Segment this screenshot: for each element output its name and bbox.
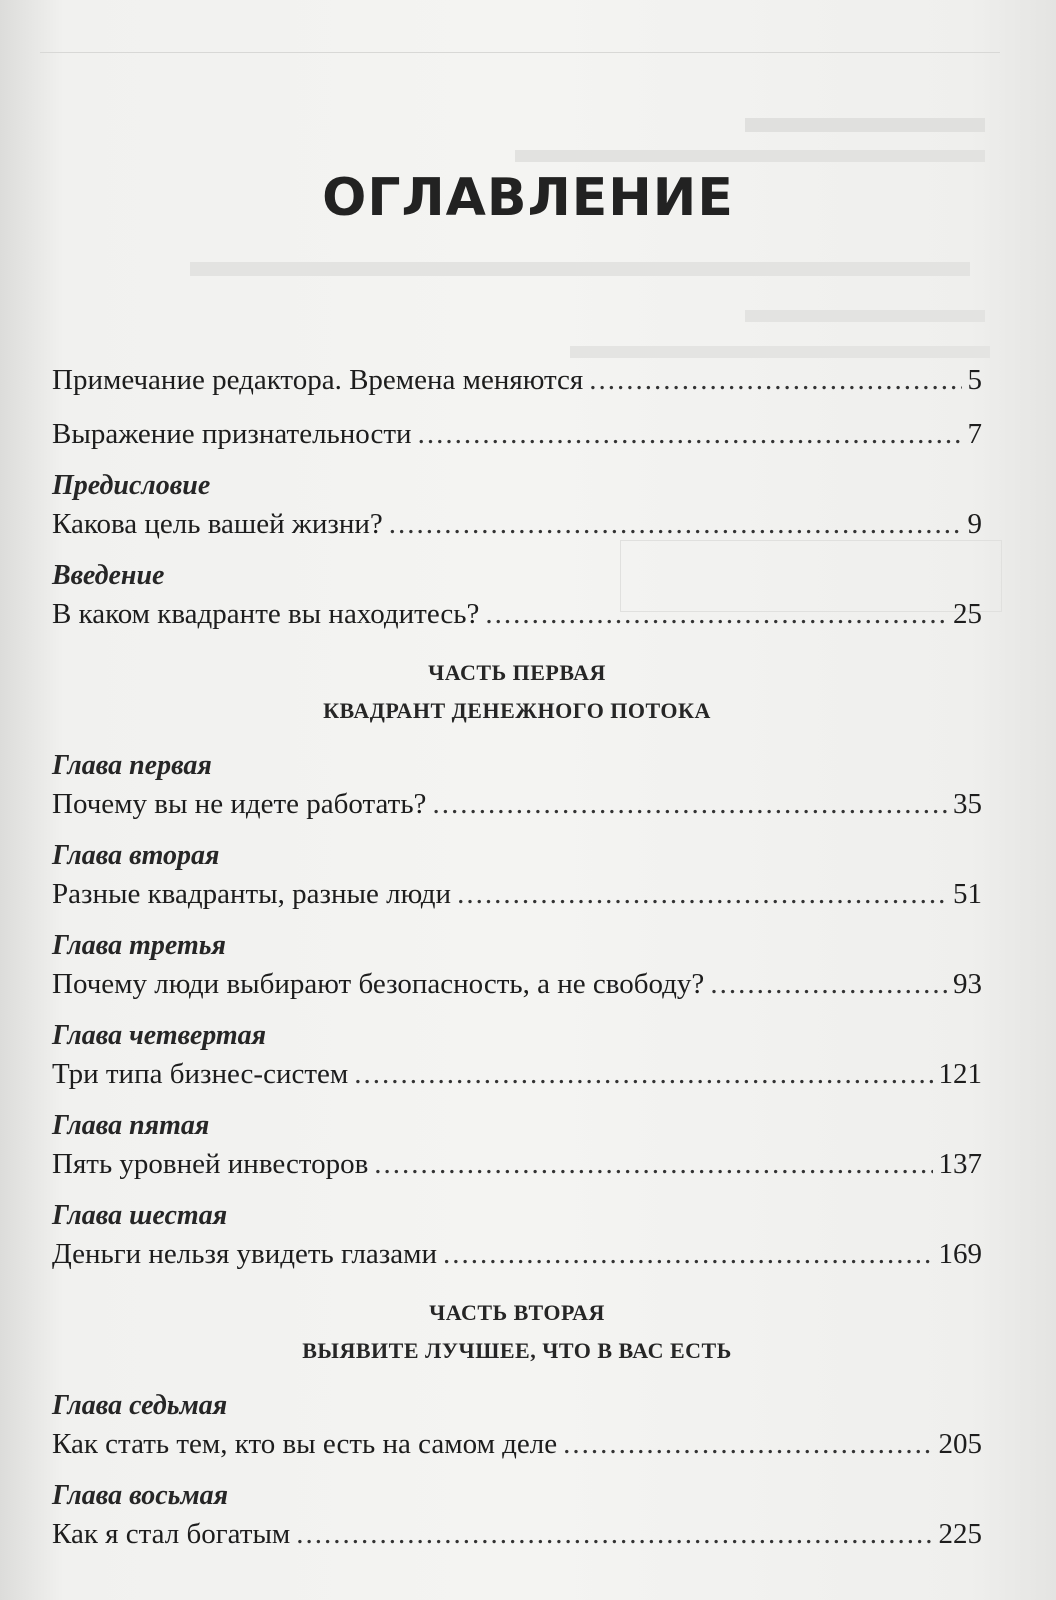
chapter-title: Пять уровней инвесторов	[52, 1148, 369, 1180]
dot-leader	[374, 1144, 932, 1184]
dot-leader	[418, 414, 962, 454]
chapter-label: Глава третья	[52, 930, 226, 961]
toc-entry-introduction	[52, 558, 982, 634]
toc-page-number: 25	[953, 598, 982, 630]
dot-leader	[296, 1514, 932, 1554]
toc-page-number: 9	[967, 508, 982, 540]
part-heading	[52, 654, 982, 730]
dot-leader	[389, 504, 962, 544]
part-title: КВАДРАНТ ДЕНЕЖНОГО ПОТОКА	[323, 698, 711, 723]
toc-entry-text: Выражение признательности	[52, 418, 412, 450]
dot-leader	[485, 594, 947, 634]
chapter-label: Глава пятая	[52, 1110, 210, 1141]
table-of-contents	[52, 360, 982, 1568]
bleed-through-block	[745, 118, 985, 132]
chapter-label: Глава первая	[52, 750, 212, 781]
toc-page-number: 121	[938, 1058, 982, 1090]
chapter-title: Как я стал богатым	[52, 1518, 291, 1550]
toc-page-number: 5	[967, 364, 982, 396]
dot-leader	[354, 1054, 932, 1094]
toc-entry-text: Примечание редактора. Времена меняются	[52, 364, 584, 396]
toc-page-number: 205	[938, 1428, 982, 1460]
toc-entry-editor-note	[52, 360, 982, 400]
part-label: ЧАСТЬ ПЕРВАЯ	[428, 660, 606, 685]
dot-leader	[563, 1424, 932, 1464]
toc-page-number: 169	[938, 1238, 982, 1270]
toc-chapter-entry	[52, 1478, 982, 1554]
toc-chapter-entry	[52, 1198, 982, 1274]
toc-chapter-entry	[52, 1108, 982, 1184]
bleed-through-rule	[40, 52, 1000, 53]
toc-page-number: 93	[953, 968, 982, 1000]
part-heading	[52, 1294, 982, 1370]
chapter-title: Разные квадранты, разные люди	[52, 878, 452, 910]
dot-leader	[443, 1234, 932, 1274]
toc-entry-preface	[52, 468, 982, 544]
dot-leader	[589, 360, 961, 400]
toc-page-number: 51	[953, 878, 982, 910]
dot-leader	[710, 964, 947, 1004]
chapter-title: Деньги нельзя увидеть глазами	[52, 1238, 438, 1270]
chapter-label: Глава восьмая	[52, 1480, 229, 1511]
chapter-title: Три типа бизнес-систем	[52, 1058, 349, 1090]
bleed-through-block	[570, 346, 990, 358]
dot-leader	[432, 784, 947, 824]
page-title: ОГЛАВЛЕНИЕ	[322, 168, 734, 228]
toc-entry-text: В каком квадранте вы находитесь?	[52, 598, 480, 630]
chapter-label: Глава седьмая	[52, 1390, 228, 1421]
part-title: ВЫЯВИТЕ ЛУЧШЕЕ, ЧТО В ВАС ЕСТЬ	[302, 1338, 732, 1363]
bleed-through-block	[190, 262, 970, 276]
toc-chapter-entry	[52, 838, 982, 914]
toc-chapter-entry	[52, 928, 982, 1004]
toc-page-number: 137	[938, 1148, 982, 1180]
chapter-label: Глава четвертая	[52, 1020, 267, 1051]
toc-entry-text: Какова цель вашей жизни?	[52, 508, 383, 540]
toc-page-number: 7	[967, 418, 982, 450]
toc-section-label: Введение	[52, 560, 165, 591]
toc-entry-acknowledgements	[52, 414, 982, 454]
bleed-through-block	[515, 150, 985, 162]
chapter-label: Глава вторая	[52, 840, 220, 871]
toc-section-label: Предисловие	[52, 470, 211, 501]
toc-chapter-entry	[52, 1018, 982, 1094]
toc-chapter-entry	[52, 1388, 982, 1464]
chapter-title: Почему вы не идете работать?	[52, 788, 427, 820]
toc-page-number: 35	[953, 788, 982, 820]
dot-leader	[457, 874, 947, 914]
part-label: ЧАСТЬ ВТОРАЯ	[429, 1300, 605, 1325]
chapter-title: Почему люди выбирают безопасность, а не свободу?	[52, 968, 705, 1000]
toc-chapter-entry	[52, 748, 982, 824]
bleed-through-block	[745, 310, 985, 322]
chapter-title: Как стать тем, кто вы есть на самом деле	[52, 1428, 558, 1460]
toc-page-number: 225	[938, 1518, 982, 1550]
chapter-label: Глава шестая	[52, 1200, 228, 1231]
